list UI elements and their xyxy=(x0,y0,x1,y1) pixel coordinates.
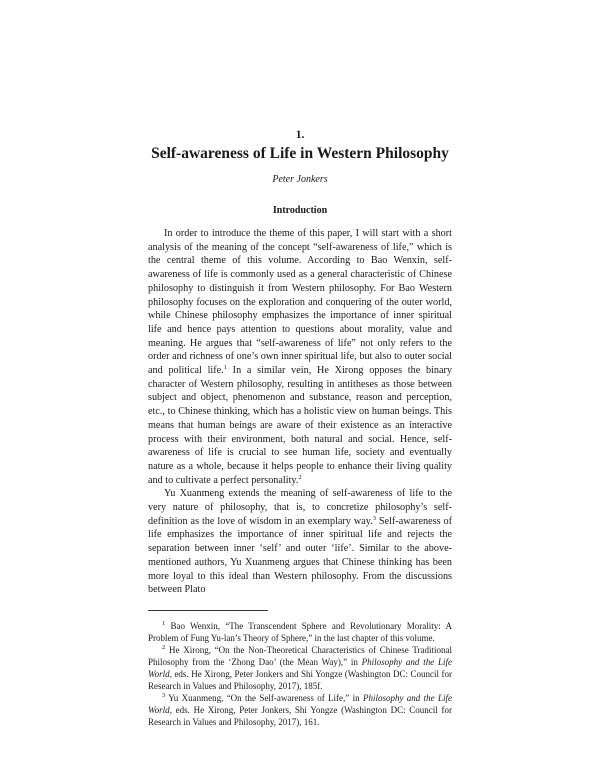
footnote-text: He Xirong, “On the Non-Theoretical Characteristics of Chinese Traditional Philosophy from the ‘Zhong Dao’ (the Mean Way),” in xyxy=(148,644,452,667)
paragraph-text: Yu Xuanmeng extends the meaning of self-awareness of life to the very nature of philosophy, that is, to concretize philosophy’s self-definition as the love of wisdom in an exemplary way. xyxy=(148,488,452,527)
body-paragraph-1 xyxy=(148,227,452,487)
footnotes xyxy=(148,620,452,728)
footnote-ref-1: 1 xyxy=(223,364,227,372)
footnote-1 xyxy=(148,620,452,644)
author-name: Peter Jonkers xyxy=(272,174,328,185)
footnote-book-title: Philosophy and the Life World xyxy=(148,656,452,679)
footnote-book-title: Philosophy and the Life World xyxy=(148,692,452,715)
footnote-text: Yu Xuanmeng, “On the Self-awareness of Life,” in xyxy=(165,692,363,703)
footnote-2 xyxy=(148,644,452,692)
footnote-number: 1 xyxy=(162,619,166,627)
footnote-text: , eds. He Xirong, Peter Jonkers, Shi Yongze (Washington DC: Council for Research in Values and Philosophy, 2017), 161. xyxy=(148,704,452,727)
paragraph-text: In order to introduce the theme of this paper, I will start with a short analysis of the meaning of the concept “self-awareness of life,” which is the central theme of this volume. According to Bao Wenxin, self-awareness of life is commonly used as a general characteristic of Chinese philosophy to distinguish it from Western philosophy. For Bao Western philosophy focuses on the exploration and conquering of the outer world, while Chinese philosophy emphasizes the importance of inner spiritual life and hence pays attention to questions about morality, value and meaning. He argues that “self-awareness of life” not only refers to the order and richness of one’s own inner spiritual life, but also to outer social and political life. xyxy=(148,228,452,377)
chapter-title: Self-awareness of Life in Western Philosophy xyxy=(151,145,449,162)
footnote-number: 2 xyxy=(162,643,166,651)
page-content xyxy=(148,128,452,728)
footnote-ref-2: 2 xyxy=(298,473,302,481)
footnote-ref-3: 3 xyxy=(372,514,376,522)
section-heading: Introduction xyxy=(272,205,328,216)
body-paragraph-2 xyxy=(148,487,452,597)
footnote-text: , eds. He Xirong, Peter Jonkers and Shi Yongze (Washington DC: Council for Research in Values and Philosophy, 2017), 185f. xyxy=(148,668,452,691)
footnote-divider xyxy=(148,610,268,611)
chapter-number: 1. xyxy=(295,129,305,141)
footnote-number: 3 xyxy=(162,691,166,699)
paragraph-text: In a similar vein, He Xirong opposes the binary character of Western philosophy, resulting in antitheses as those between subject and object, phenomenon and substance, reason and perception, etc., to Chinese thinking, which has a holistic view on human beings. This means that human beings are aware of their existence as an interactive process with their environment, both natural and social. Hence, self-awareness of life is crucial to see human life, society and eventually nature as a whole, because it helps people to enhance their living quality and to cultivate a perfect personality. xyxy=(148,365,452,486)
footnote-text: Bao Wenxin, “The Transcendent Sphere and Revolutionary Morality: A Problem of Fung Yu-lan’s Theory of Sphere,” in the last chapter of this volume. xyxy=(148,620,452,643)
footnote-3 xyxy=(148,692,452,728)
paragraph-text: Self-awareness of life emphasizes the importance of inner spiritual life and rejects the separation between inner ‘self’ and outer ‘life’. Similar to the above-mentioned authors, Yu Xuanmeng argues that Chinese thinking has been more loyal to this ideal than Western philosophy. From the discussions between Plato xyxy=(148,515,452,596)
